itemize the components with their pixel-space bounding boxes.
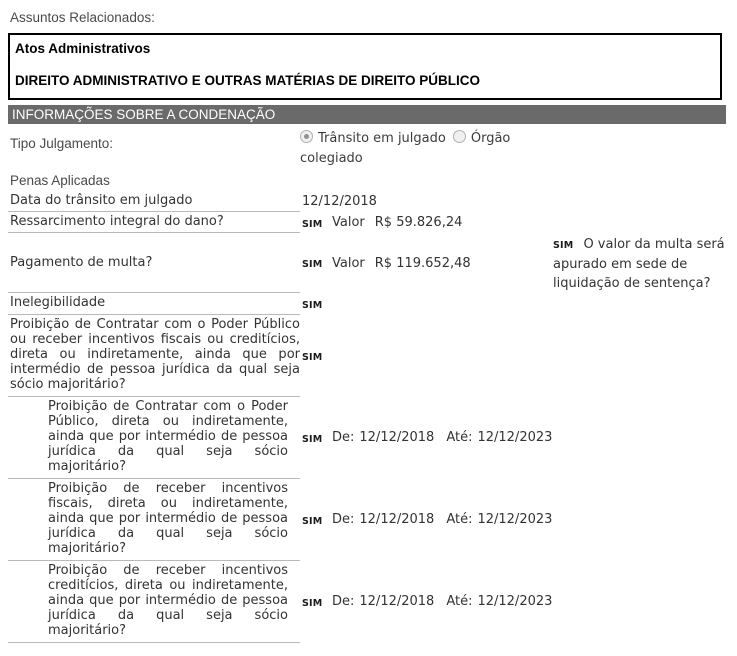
section-header: INFORMAÇÕES SOBRE A CONDENAÇÃO <box>8 105 726 124</box>
penas-aplicadas-label: Penas Aplicadas <box>10 173 110 188</box>
tipo-julgamento-options <box>300 129 524 169</box>
row-proibicao-incentivos-crediticios <box>8 561 729 643</box>
row-label: Inelegibilidade <box>10 295 106 311</box>
row-label: Proibição de receber incentivos creditícios, direta ou indiretamente, ainda que por intermédio de pessoa jurídica da qual seja sócio majoritário? <box>48 562 288 639</box>
row-label-cell <box>8 293 300 314</box>
row-label-cell <box>8 191 300 212</box>
row-label-cell <box>8 233 300 293</box>
sim-value: SIM <box>302 218 323 230</box>
subject-secondary: DIREITO ADMINISTRATIVO E OUTRAS MATÉRIAS DE DIREITO PÚBLICO <box>15 73 481 88</box>
transito-date-value: 12/12/2018 <box>302 194 377 210</box>
row-value-cell <box>332 256 471 271</box>
sim-value: SIM <box>302 351 323 363</box>
ate-label: Até: <box>446 512 473 528</box>
de-label: De: <box>332 512 355 528</box>
row-label: Data do trânsito em julgado <box>10 193 193 208</box>
sim-cell <box>302 295 332 313</box>
radio-transito-em-julgado-icon[interactable] <box>300 130 313 143</box>
radio-orgao-colegiado-label: Órgão colegiado <box>300 131 511 166</box>
sim-cell <box>302 593 332 611</box>
row-value-cell <box>332 215 462 230</box>
row-label: Proibição de Contratar com o Poder Público, direta ou indiretamente, ainda que por intermédio de pessoa jurídica da qual seja sócio majoritário? <box>48 398 288 475</box>
multa-liquidacao-question: O valor da multa será apurado em sede de liquidação de sentença? <box>553 237 725 292</box>
valor-value: R$ 59.826,24 <box>374 215 463 231</box>
sim-cell <box>302 347 332 365</box>
row-label-cell <box>8 315 300 397</box>
row-inelegibilidade <box>8 293 729 314</box>
sim-cell <box>302 429 332 447</box>
row-value-cell <box>332 512 552 527</box>
sim-value: SIM <box>302 597 323 609</box>
sim-value: SIM <box>302 515 323 527</box>
row-proibicao-contratar-geral <box>8 315 729 397</box>
row-label-cell <box>8 561 300 643</box>
ate-label: Até: <box>446 430 473 446</box>
row-ressarcimento <box>8 212 729 233</box>
penalties-table <box>8 191 729 643</box>
side-sim-value: SIM <box>553 240 574 252</box>
sim-cell <box>302 511 332 529</box>
valor-label: Valor <box>332 215 365 231</box>
sim-cell <box>302 214 332 232</box>
sim-value: SIM <box>302 300 323 311</box>
row-value-cell <box>332 430 552 445</box>
row-label-cell <box>8 479 300 561</box>
sim-value: SIM <box>302 259 323 271</box>
ate-value: 12/12/2023 <box>477 594 553 610</box>
de-value: 12/12/2018 <box>359 594 435 610</box>
de-label: De: <box>332 594 355 610</box>
valor-label: Valor <box>332 255 365 271</box>
sim-value: SIM <box>302 433 323 445</box>
row-label-cell <box>8 212 300 233</box>
row-label: Pagamento de multa? <box>10 254 153 270</box>
row-value-cell <box>302 194 377 209</box>
subjects-box <box>8 33 722 100</box>
row-label-cell <box>8 397 300 479</box>
multa-liquidacao-note <box>553 233 729 293</box>
row-pagamento-multa <box>8 233 729 293</box>
de-label: De: <box>332 430 355 446</box>
ate-label: Até: <box>446 594 473 610</box>
row-proibicao-incentivos-fiscais <box>8 479 729 561</box>
row-label: Proibição de receber incentivos fiscais, direta ou indiretamente, ainda que por intermédio de pessoa jurídica da qual seja sócio majoritário? <box>48 480 288 557</box>
valor-value: R$ 119.652,48 <box>374 255 471 271</box>
row-data-transito-julgado <box>8 191 729 212</box>
subject-primary: Atos Administrativos <box>15 41 151 56</box>
row-label: Proibição de Contratar com o Poder Público ou receber incentivos fiscais ou creditícios, direta ou indiretamente, ainda que por intermédio de pessoa jurídica da qual seja sócio majoritário? <box>10 316 300 393</box>
tipo-julgamento-label: Tipo Julgamento: <box>10 136 114 151</box>
related-subjects-label: Assuntos Relacionados: <box>10 10 155 25</box>
de-value: 12/12/2018 <box>359 512 435 528</box>
sim-cell <box>302 254 332 272</box>
tipo-julgamento-row <box>8 129 729 169</box>
row-proibicao-contratar-poder-publico <box>8 397 729 479</box>
ate-value: 12/12/2023 <box>477 430 553 446</box>
row-label: Ressarcimento integral do dano? <box>10 214 224 230</box>
row-value-cell <box>332 594 552 609</box>
radio-orgao-colegiado-icon[interactable] <box>453 130 466 143</box>
radio-transito-em-julgado-label: Trânsito em julgado <box>318 131 446 146</box>
ate-value: 12/12/2023 <box>477 512 553 528</box>
de-value: 12/12/2018 <box>359 430 435 446</box>
